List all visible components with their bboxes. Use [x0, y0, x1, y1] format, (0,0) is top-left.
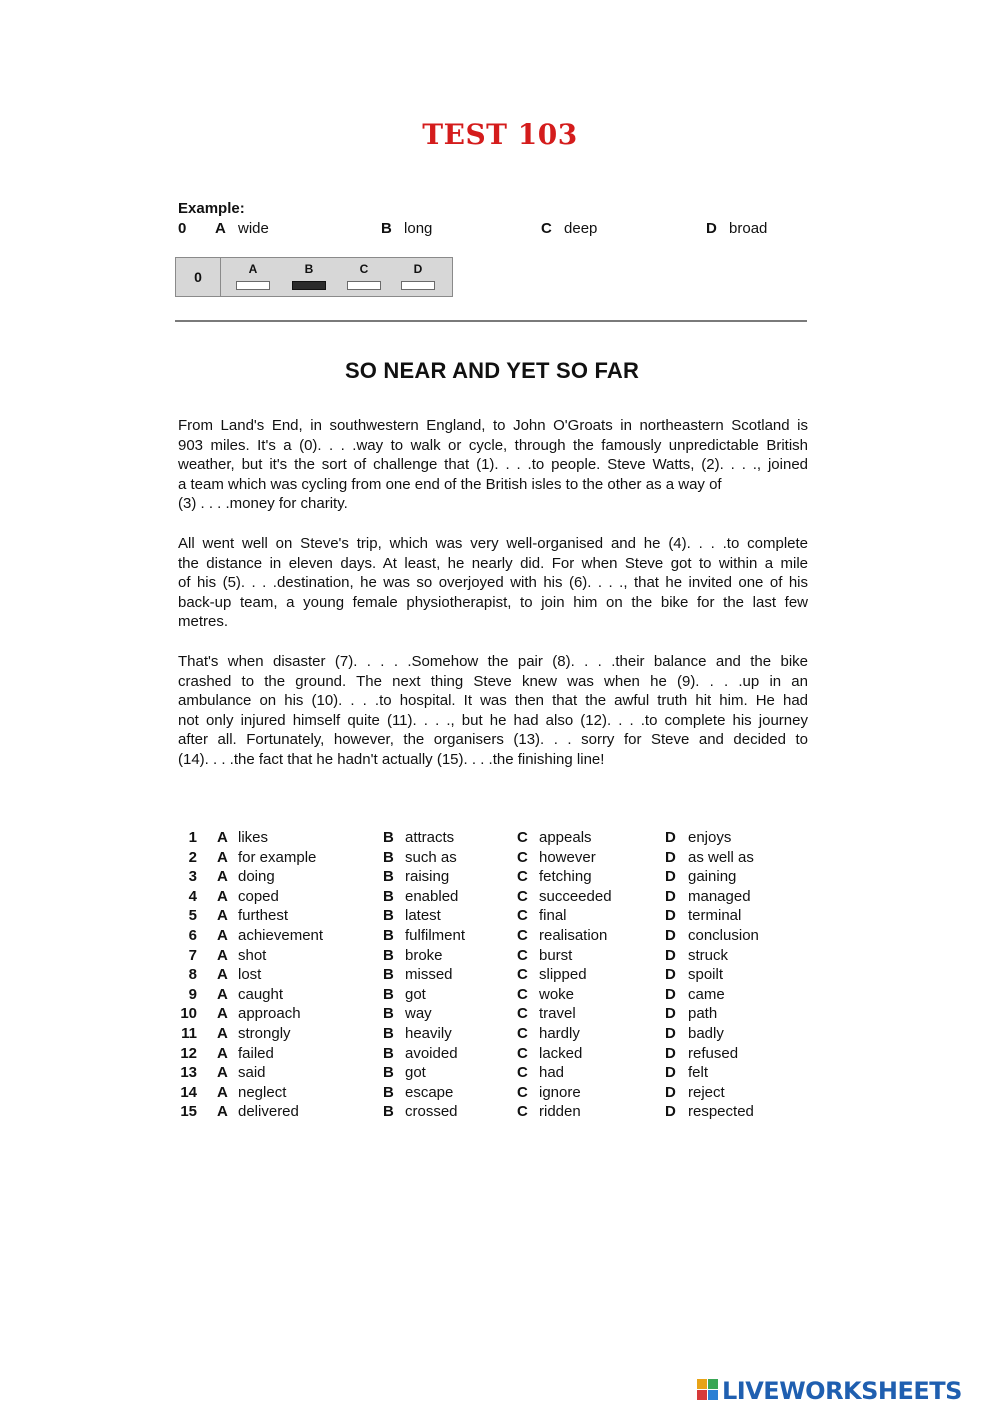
option-text[interactable]: said [238, 1064, 266, 1082]
question-row [175, 1044, 815, 1064]
option-letter: D [665, 887, 676, 905]
option-text[interactable]: felt [688, 1064, 709, 1082]
paragraph-line: All went well on Steve's trip, which was very well-organised and he (4). . . .to complete [178, 535, 808, 552]
option-text[interactable]: approach [238, 1005, 301, 1023]
option-text[interactable]: ridden [539, 1103, 581, 1121]
paragraph-line: (14). . . .the fact that he hadn't actually (15). . . .the finishing line! [178, 750, 605, 768]
option-letter: C [517, 1024, 528, 1042]
paragraph-line: That's when disaster (7). . . . .Somehow the pair (8). . . .their balance and the bike [178, 653, 808, 670]
paragraph-line: the distance in eleven days. At least, he nearly did. For when Steve got to within a mile [178, 554, 808, 572]
question-number: 14 [180, 1083, 197, 1101]
option-text[interactable]: such as [405, 848, 457, 866]
brand-logo [697, 1378, 962, 1404]
example-option-letter: B [381, 220, 392, 237]
option-text[interactable]: delivered [238, 1103, 299, 1121]
question-row [175, 828, 815, 848]
option-text[interactable]: escape [405, 1083, 454, 1101]
option-letter: C [517, 1103, 528, 1121]
example-option-c [541, 219, 597, 239]
option-letter: B [383, 907, 394, 925]
question-number: 7 [188, 946, 197, 964]
answer-bubble[interactable] [292, 281, 326, 290]
option-letter: C [517, 966, 528, 984]
option-text[interactable]: succeeded [539, 887, 612, 905]
example-option-text: deep [564, 220, 598, 237]
option-text[interactable]: caught [238, 985, 284, 1003]
example-option-text: broad [729, 220, 768, 237]
option-letter: D [665, 1083, 676, 1101]
paragraph-line: From Land's End, in southwestern England, to John O'Groats in northeastern Scotland is [178, 417, 808, 434]
option-letter: C [517, 926, 528, 944]
answer-sheet-number: 0 [176, 258, 221, 296]
option-letter: D [665, 1005, 676, 1023]
paragraph-line: back-up team, a young female physiotherapist, to join him on the bike for the last few [178, 593, 808, 611]
option-letter: C [517, 1083, 528, 1101]
option-text[interactable]: way [405, 1005, 432, 1023]
answer-sheet-option-a[interactable] [235, 262, 271, 290]
option-text[interactable]: ignore [539, 1083, 581, 1101]
example-option-letter: C [541, 220, 552, 237]
paragraph-line: 903 miles. It's a (0). . . .way to walk or cycle, through the famously unpredictable British [178, 436, 808, 454]
question-row [175, 867, 815, 887]
option-text[interactable]: shot [238, 946, 267, 964]
option-text[interactable]: missed [405, 966, 453, 984]
page-title: TEST 103 [422, 118, 578, 151]
paragraph-line: crashed to the ground. The next thing Steve knew was when he (9). . . .up in an [178, 672, 808, 690]
option-text[interactable]: burst [539, 946, 573, 964]
option-text[interactable]: strongly [238, 1024, 291, 1042]
section-divider [175, 320, 807, 322]
option-text[interactable]: realisation [539, 926, 608, 944]
answer-sheet-letter: D [413, 262, 423, 276]
option-letter: D [665, 1064, 676, 1082]
answer-sheet-letter: C [359, 262, 369, 276]
option-letter: C [517, 985, 528, 1003]
question-number: 8 [188, 966, 197, 984]
option-text[interactable]: raising [405, 868, 450, 886]
question-row [175, 946, 815, 966]
paragraph-3 [178, 652, 808, 770]
option-text[interactable]: avoided [405, 1044, 458, 1062]
answer-sheet-option-d[interactable] [400, 262, 436, 290]
question-number: 2 [188, 848, 197, 866]
option-letter: C [517, 848, 528, 866]
option-letter: D [665, 829, 676, 846]
example-answer-sheet [175, 257, 453, 297]
option-text[interactable]: path [688, 1005, 718, 1023]
option-text[interactable]: failed [238, 1044, 274, 1062]
answer-sheet-letter: B [304, 262, 314, 276]
question-number: 11 [181, 1024, 197, 1042]
option-letter: B [383, 1103, 394, 1121]
option-text[interactable]: as well as [688, 848, 754, 866]
question-number: 15 [180, 1103, 197, 1121]
paragraph-line: a team which was cycling from one end of the British isles to the other as a way of [178, 475, 722, 493]
option-letter: A [217, 848, 228, 866]
option-letter: D [665, 1024, 676, 1042]
question-row [175, 926, 815, 946]
option-letter: B [383, 1024, 394, 1042]
option-text[interactable]: lacked [539, 1044, 583, 1062]
option-text[interactable]: appeals [539, 829, 592, 846]
option-letter: D [665, 868, 676, 886]
example-number [178, 219, 186, 239]
option-letter: B [383, 926, 394, 944]
option-text[interactable]: fulfilment [405, 926, 466, 944]
option-letter: C [517, 887, 528, 905]
question-row [175, 1004, 815, 1024]
option-letter: D [665, 985, 676, 1003]
paragraph-1 [178, 416, 808, 514]
option-letter: B [383, 985, 394, 1003]
option-letter: B [383, 1005, 394, 1023]
paragraph-line: ambulance on his (10). . . .to hospital. It was then that the awful truth hit him. He had [178, 692, 808, 710]
answer-sheet-letter: A [248, 262, 258, 276]
paragraph-line: metres. [178, 613, 229, 631]
example-option-b [381, 219, 432, 239]
question-row [175, 887, 815, 907]
option-letter: D [665, 1044, 676, 1062]
option-text[interactable]: travel [539, 1005, 576, 1023]
option-text[interactable]: broke [405, 946, 443, 964]
option-text[interactable]: got [405, 985, 426, 1003]
option-text[interactable]: lost [238, 966, 262, 984]
option-text[interactable]: final [539, 907, 567, 925]
option-text[interactable]: badly [688, 1024, 724, 1042]
option-text[interactable]: fetching [539, 868, 592, 886]
option-letter: A [217, 1024, 228, 1042]
option-letter: A [217, 1005, 228, 1023]
option-letter: A [217, 966, 228, 984]
question-number: 3 [188, 868, 197, 886]
option-letter: A [217, 829, 228, 846]
option-text[interactable]: terminal [688, 907, 742, 925]
example-option-letter: D [706, 220, 717, 237]
question-row [175, 1063, 815, 1083]
option-text[interactable]: latest [405, 907, 441, 925]
option-letter: B [383, 946, 394, 964]
option-letter: B [383, 1083, 394, 1101]
option-letter: D [665, 1103, 676, 1121]
question-number: 6 [188, 926, 197, 944]
brand-name: LIVEWORKSHEETS [722, 1377, 962, 1405]
option-letter: C [517, 907, 528, 925]
paragraph-2 [178, 534, 808, 632]
option-letter: A [217, 1103, 228, 1121]
option-text[interactable]: refused [688, 1044, 739, 1062]
answer-bubble[interactable] [236, 281, 270, 290]
example-option-letter: A [215, 220, 226, 237]
option-text[interactable]: got [405, 1064, 426, 1082]
example-label: Example: [178, 200, 245, 217]
option-letter: C [517, 1005, 528, 1023]
option-text[interactable]: struck [688, 946, 729, 964]
option-text[interactable]: woke [539, 985, 575, 1003]
option-text[interactable]: attracts [405, 829, 455, 846]
option-letter: A [217, 926, 228, 944]
question-row [175, 906, 815, 926]
example-option-d [706, 219, 767, 239]
paragraph-line: weather, but it's the sort of challenge that (1). . . .to people. Steve Watts, (2). . . ., joined [178, 456, 808, 474]
option-letter: A [217, 1083, 228, 1101]
option-text[interactable]: conclusion [688, 926, 759, 944]
option-letter: A [217, 946, 228, 964]
paragraph-line: (3) . . . .money for charity. [178, 495, 348, 513]
example-option-text: wide [238, 220, 269, 237]
option-letter: A [217, 1064, 228, 1082]
option-letter: B [383, 1064, 394, 1082]
answer-bubble[interactable] [401, 281, 435, 290]
answer-sheet-option-b[interactable] [291, 262, 327, 290]
option-letter: B [383, 868, 394, 886]
option-letter: C [517, 1044, 528, 1062]
option-text[interactable]: likes [238, 829, 269, 846]
option-text[interactable]: doing [238, 868, 275, 886]
paragraph-line: of his (5). . . .destination, he was so overjoyed with his (6). . . ., that he invited one of his [178, 574, 808, 592]
option-text[interactable]: managed [688, 887, 751, 905]
liveworksheets-logo-icon [697, 1379, 719, 1403]
option-letter: C [517, 868, 528, 886]
example-option-a [215, 219, 269, 239]
question-row [175, 985, 815, 1005]
question-row [175, 965, 815, 985]
answer-options-list [175, 828, 815, 1122]
option-text[interactable]: reject [688, 1083, 725, 1101]
option-letter: B [383, 1044, 394, 1062]
question-number: 13 [180, 1064, 197, 1082]
option-letter: A [217, 1044, 228, 1062]
question-number: 10 [180, 1005, 197, 1023]
question-row [175, 1024, 815, 1044]
option-text[interactable]: enjoys [688, 829, 732, 846]
option-letter: D [665, 966, 676, 984]
option-letter: D [665, 907, 676, 925]
option-text[interactable]: gaining [688, 868, 737, 886]
option-letter: A [217, 985, 228, 1003]
option-letter: A [217, 907, 228, 925]
option-text[interactable]: spoilt [688, 966, 724, 984]
question-row [175, 1102, 815, 1122]
option-letter: C [517, 829, 528, 846]
option-text[interactable]: however [539, 848, 596, 866]
paragraph-line: after all. Fortunately, however, the organisers (13). . . sorry for Steve and decided to [178, 731, 808, 749]
option-letter: C [517, 946, 528, 964]
option-letter: B [383, 887, 394, 905]
question-number: 1 [188, 829, 197, 846]
example-number-text: 0 [178, 220, 187, 237]
option-letter: B [383, 966, 394, 984]
option-text[interactable]: enabled [405, 887, 459, 905]
question-number: 9 [188, 985, 197, 1003]
option-text[interactable]: respected [688, 1103, 754, 1121]
option-text[interactable]: achievement [238, 926, 324, 944]
option-text[interactable]: slipped [539, 966, 587, 984]
option-text[interactable]: had [539, 1064, 565, 1082]
option-letter: D [665, 848, 676, 866]
option-letter: D [665, 946, 676, 964]
question-row [175, 848, 815, 868]
option-text[interactable]: coped [238, 887, 279, 905]
option-text[interactable]: for example [238, 848, 317, 866]
option-letter: A [217, 887, 228, 905]
option-text[interactable]: neglect [238, 1083, 287, 1101]
option-letter: D [665, 926, 676, 944]
option-text[interactable]: hardly [539, 1024, 580, 1042]
example-option-text: long [404, 220, 433, 237]
question-number: 4 [188, 887, 197, 905]
option-letter: B [383, 829, 394, 846]
option-letter: C [517, 1064, 528, 1082]
option-text[interactable]: furthest [238, 907, 289, 925]
option-letter: B [383, 848, 394, 866]
answer-bubble[interactable] [347, 281, 381, 290]
option-letter: A [217, 868, 228, 886]
option-text[interactable]: came [688, 985, 725, 1003]
option-text[interactable]: heavily [405, 1024, 452, 1042]
option-text[interactable]: crossed [405, 1103, 458, 1121]
question-number: 5 [188, 907, 197, 925]
paragraph-line: not only injured himself quite (11). . . ., but he had also (12). . . .to complete his journey [178, 711, 808, 729]
story-title: SO NEAR AND YET SO FAR [344, 358, 640, 383]
question-row [175, 1083, 815, 1103]
answer-sheet-option-c[interactable] [346, 262, 382, 290]
question-number: 12 [180, 1044, 197, 1062]
